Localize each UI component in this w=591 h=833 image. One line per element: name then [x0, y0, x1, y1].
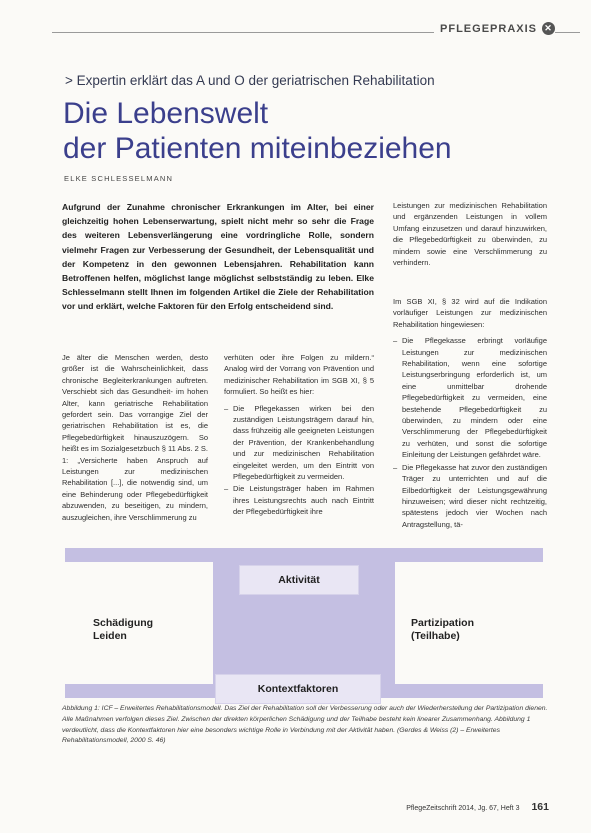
box-kontextfaktoren: Kontextfaktoren — [215, 674, 381, 704]
page-footer — [406, 801, 549, 813]
schaedigung-line-1: Schädigung — [93, 617, 154, 629]
section-title: PFLEGEPRAXIS — [440, 22, 537, 35]
col2-list — [224, 403, 374, 518]
title-line-2: der Patienten miteinbeziehen — [63, 132, 452, 165]
list-item: – Die Pflegekassen wirken bei den zuständigen Leistungsträgern darauf hin, dass frühzeitig alle geeigneten Leistungen der Prävention, der Krankenbehandlung und zur medizinischen Rehabilitation eingeleitet werden, um den Eintritt von Pflegebedürftigkeit zu vermeiden. — [224, 403, 374, 483]
body-column-3 — [393, 296, 547, 531]
col3-list — [393, 335, 547, 530]
article-title — [63, 96, 533, 166]
title-line-1: Die Lebenswelt — [63, 97, 269, 130]
journal-info: PflegeZeitschrift 2014, Jg. 67, Heft 3 — [406, 805, 520, 812]
list-item: – Die Pflegekasse erbringt vorläufige Leistungen zur medizinischen Rehabilitation, wenn eine sofortige Leistungserbringung erforderlich ist, um eine unmittelbar drohende Pflegebedürftigkeit zu vermeiden, eine bestehende Pflegebedürftigkeit zu überwinden, zu mindern oder eine Verschlimmerung der Pflegebedürftigkeit zu verhüten, und sonst die sofortige Einleitung der Leistungen gefährdet wäre. — [393, 335, 547, 460]
partizipation-line-2: (Teilhabe) — [411, 630, 460, 642]
section-label — [434, 22, 555, 35]
body-column-1 — [62, 352, 208, 528]
col2-intro: verhüten oder ihre Folgen zu mildern.“ Analog wird der Vorrang von Prävention und medizinischer Rehabilitation im SGB XI, § 5 formuliert. So heißt es hier: — [224, 353, 374, 397]
col3-intro: Im SGB XI, § 32 wird auf die Indikation vorläufiger Leistungen zur medizinischen Rehabilitation hingewiesen: — [393, 297, 547, 329]
col3-top-text: Leistungen zur medizinischen Rehabilitation und ergänzenden Leistungen in vollem Umfang einzusetzen und darauf hinzuwirken, die Pflegebedürftigkeit zu überwinden, zu mindern sowie eine Verschlimmerung zu verhindern. — [393, 201, 547, 268]
label-partizipation — [411, 617, 474, 643]
article-author: ELKE SCHLESSELMANN — [64, 174, 174, 183]
icf-diagram — [65, 548, 543, 698]
figure-caption: Abbildung 1: ICF – Erweitertes Rehabilitationsmodell. Das Ziel der Rehabilitation soll der Verbesserung oder auch der Wiederherstellung der Partizipation dienen. Alle Maßnahmen verfolgen dieses Ziel. Zwischen der direkten körperlichen Schädigung und der Teilhabe besteht kein linearer Zusammenhang. Abbildung 1 verdeutlicht, dass die Kontextfaktoren hier eine besonders wichtige Rolle in Verbindung mit der Aktivität haben. (Gerdes & Weiss (2) – Erweitertes Rehabilitationsmodell, 2000 S. 46) — [62, 705, 548, 745]
x-circle-icon: ✕ — [542, 22, 555, 35]
box-aktivitaet: Aktivität — [239, 565, 359, 595]
schaedigung-line-2: Leiden — [93, 630, 127, 642]
page-number: 161 — [531, 801, 549, 813]
body-column-3-top — [393, 200, 547, 273]
list-item: – Die Pflegekasse hat zuvor den zuständigen Träger zu unterrichten und auf die Eilbedürftigkeit der Leistungsgewährung hinzuweisen; wird dieser nicht rechtzeitig, spätestens jedoch vier Wochen nach Antragstellung, tä- — [393, 462, 547, 530]
list-item: – Die Leistungsträger haben im Rahmen ihres Leistungsrechts auch nach Eintritt der Pflegebedürftigkeit ihre — [224, 483, 374, 517]
col1-text: Je älter die Menschen werden, desto größer ist die Wahrscheinlichkeit, dass chronische Begleiterkrankungen auftreten. Verschiebt sich das Gesundheit- im hohen Alter, kann geriatrische Rehabilitation gefordert sein. Das vorrangige Ziel der geriatrischen Rehabilitation ist es, die Pflegebedürftigkeit hinauszuzögern. So heißt es im Sozialgesetzbuch § 11 Abs. 2 S. 1: „Versicherte haben Anspruch auf Leistungen zur medizinischen Rehabilitation [...], die notwendig sind, um eine Behinderung oder Pflegebedürftigkeit abzuwenden, zu beseitigen, zu mindern, auszugleichen, ihre Verschlimmerung zu — [62, 353, 208, 522]
article-kicker: > Expertin erklärt das A und O der geriatrischen Rehabilitation — [65, 73, 435, 88]
body-column-2 — [224, 352, 374, 519]
label-schaedigung — [93, 617, 153, 643]
partizipation-line-1: Partizipation — [411, 617, 475, 629]
article-lead: Aufgrund der Zunahme chronischer Erkrankungen im Alter, bei einer gleichzeitig hohen Lebenserwartung, spielt nicht mehr so sehr die Frage des weiteren Lebensverlängerung eine vordringliche Rolle, sondern vielmehr Fragen zur Verbesserung der Gesundheit, der Lebensqualität und der Kompetenz in den gewonnen Lebensjahren. Rehabilitation kann Betroffenen helfen, möglichst lange möglichst selbstständig zu leben. Elke Schlesselmann stellt Ihnen im folgenden Artikel die Ziele der Rehabilitation vor und erklärt, welche Faktoren für den Erfolg entscheidend sind. — [62, 202, 374, 312]
